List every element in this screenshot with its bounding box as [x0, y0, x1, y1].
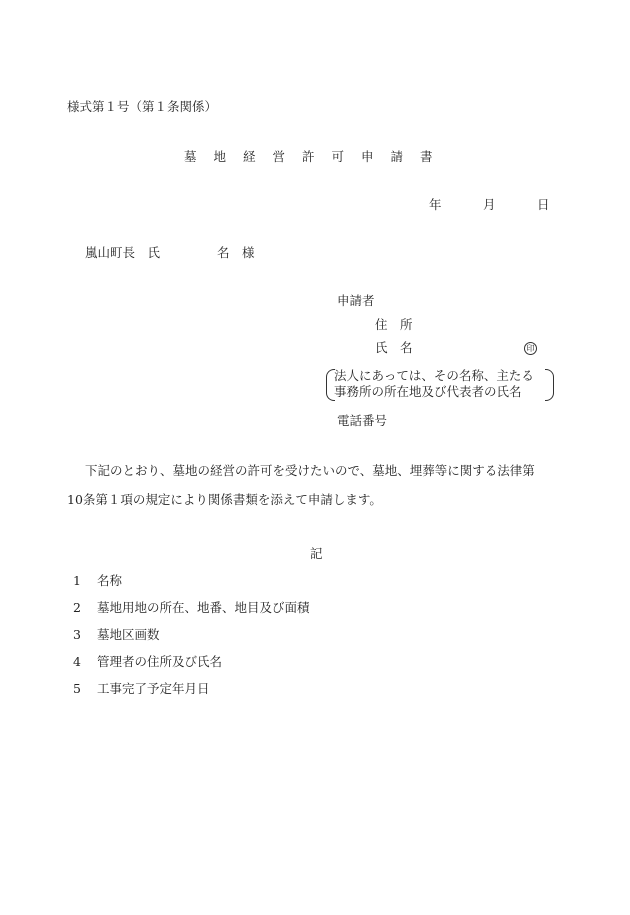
addressee-name: 嵐山町長 氏 — [85, 245, 161, 260]
seal-mark: 印 — [524, 342, 537, 355]
date-month: 月 — [483, 197, 496, 212]
body-paragraph-line1: 下記のとおり、墓地の経営の許可を受けたいので、墓地、埋葬等に関する法律第 — [85, 463, 535, 478]
applicant-label: 申請者 — [337, 293, 375, 308]
corporate-note-line2: 事務所の所在地及び代表者の氏名 — [334, 384, 522, 399]
list-item-number: 1 — [73, 573, 81, 588]
corporate-note-line1: 法人にあっては、その名称、主たる — [334, 368, 534, 383]
form-number-label: 様式第１号（第１条関係） — [67, 99, 218, 114]
list-item-number: 5 — [73, 681, 81, 696]
date-day: 日 — [537, 197, 550, 212]
applicant-address-label: 住 所 — [375, 317, 413, 332]
date-year: 年 — [429, 197, 442, 212]
applicant-phone-label: 電話番号 — [337, 413, 388, 428]
list-item-number: 4 — [73, 654, 81, 669]
note-bracket-right — [545, 369, 554, 401]
list-item: 墓地用地の所在、地番、地目及び面積 — [97, 600, 310, 615]
list-item: 墓地区画数 — [97, 627, 160, 642]
applicant-name-label: 氏 名 — [375, 340, 413, 355]
list-item: 工事完了予定年月日 — [97, 681, 210, 696]
list-item: 名称 — [97, 573, 123, 588]
body-paragraph-line2: 10条第１項の規定により関係書類を添えて申請します。 — [67, 492, 382, 507]
list-item: 管理者の住所及び氏名 — [97, 654, 223, 669]
addressee-suffix: 名 様 — [217, 245, 255, 260]
list-item-number: 2 — [73, 600, 81, 615]
document-title: 墓地経営許可申請書 — [184, 149, 450, 164]
list-item-number: 3 — [73, 627, 81, 642]
notice-heading: 記 — [310, 546, 323, 561]
